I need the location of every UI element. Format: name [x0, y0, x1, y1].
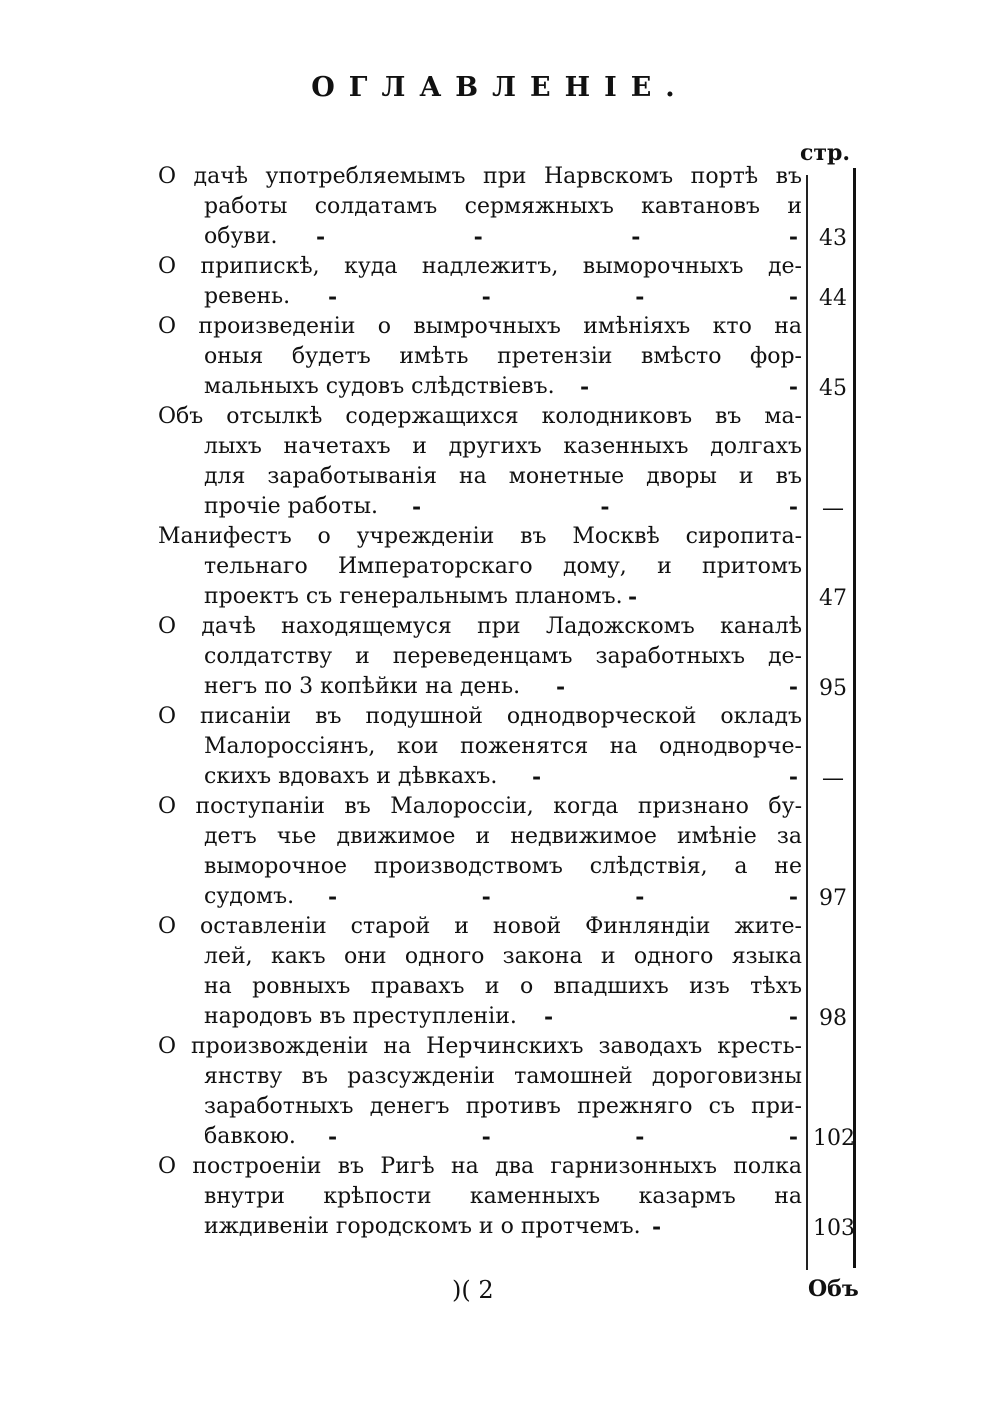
dot-leaders: [556, 672, 798, 702]
leader-dash: -: [788, 674, 798, 700]
toc-entry: [158, 312, 858, 402]
leader-dash: -: [580, 374, 590, 400]
toc-entry-line: работы солдатамъ сермяжныхъ кавтановъ и: [204, 194, 802, 219]
toc-entry: [158, 1152, 858, 1242]
dot-leaders: [328, 1122, 798, 1152]
toc-entry-line: лыхъ начетахъ и другихъ казенныхъ долгахъ: [204, 434, 802, 459]
leader-dash: -: [788, 884, 798, 910]
leader-dash: -: [788, 284, 798, 310]
toc-entry-line: скихъ вдовахъ и дѣвкахъ.: [204, 764, 498, 789]
dot-leaders: [412, 492, 798, 522]
toc-entry: [158, 1032, 858, 1152]
dot-leaders: [316, 222, 798, 252]
toc-entry-line: оныя будетъ имѣть претензіи вмѣсто фор-: [204, 344, 802, 369]
page-number: 95: [819, 676, 847, 701]
toc-entry-line: Малороссіянъ, кои поженятся на однодворче-: [204, 734, 802, 759]
page-number: 102: [813, 1126, 855, 1151]
leader-dash: -: [532, 764, 542, 790]
leader-dash: -: [635, 884, 645, 910]
toc-entry-line: иждивеніи городскомъ и о протчемъ.: [204, 1214, 641, 1239]
toc-entry-line: О поступаніи въ Малороссіи, когда признано бу-: [158, 794, 802, 819]
leader-dash: -: [788, 494, 798, 520]
toc-entry: [158, 702, 858, 792]
toc-entry-line: народовъ въ преступленіи.: [204, 1004, 517, 1029]
toc-entry-line: обуви.: [204, 224, 278, 249]
toc-entry-line: выморочное производствомъ слѣдствія, а не: [204, 854, 802, 879]
page-number: 43: [819, 226, 847, 251]
toc-entry-line: бавкою.: [204, 1124, 296, 1149]
toc-entry-line: прочіе работы.: [204, 494, 378, 519]
leader-dash: -: [328, 1124, 338, 1150]
page-number: 47: [819, 586, 847, 611]
leader-dash: -: [473, 224, 483, 250]
toc-entry: [158, 912, 858, 1032]
catchword: Объ: [808, 1276, 859, 1302]
table-of-contents: [158, 162, 858, 1242]
toc-entry-line: О оставленіи старой и новой Финляндіи жите-: [158, 914, 802, 939]
dot-leaders: [544, 1002, 798, 1032]
toc-entry-line: негъ по 3 копѣйки на день.: [204, 674, 521, 699]
toc-entry-line: О произведеніи о вымрочныхъ имѣніяхъ кто на: [158, 314, 802, 339]
leader-dash: -: [788, 1124, 798, 1150]
leader-dash: -: [628, 584, 638, 610]
toc-entry-line: на ровныхъ правахъ и о впадшихъ изъ тѣхъ: [204, 974, 802, 999]
leader-dash: -: [788, 764, 798, 790]
leader-dash: -: [635, 1124, 645, 1150]
toc-entry-line: янству въ разсужденіи тамошней дороговизны: [204, 1064, 802, 1089]
leader-dash: -: [556, 674, 566, 700]
leader-dash: -: [631, 224, 641, 250]
page-number: 44: [819, 286, 847, 311]
signature-mark: )( 2: [452, 1276, 494, 1304]
toc-entry-line: лей, какъ они одного закона и одного языка: [204, 944, 802, 969]
toc-entry-line: О построеніи въ Ригѣ на два гарнизонныхъ полка: [158, 1154, 802, 1179]
leader-dash: -: [481, 884, 491, 910]
page-title: ОГЛАВЛЕНІЕ.: [311, 72, 689, 103]
page-number: 45: [819, 376, 847, 401]
dot-leaders: [652, 1212, 798, 1242]
leader-dash: -: [481, 1124, 491, 1150]
toc-entry: [158, 162, 858, 252]
toc-entry-line: О припискѣ, куда надлежитъ, выморочныхъ де-: [158, 254, 802, 279]
toc-entry-line: внутри крѣпости каменныхъ казармъ на: [204, 1184, 802, 1209]
page-column-label: стр.: [800, 140, 851, 166]
toc-entry-line: детъ чье движимое и недвижимое имѣніе за: [204, 824, 802, 849]
leader-dash: -: [412, 494, 422, 520]
leader-dash: -: [788, 374, 798, 400]
toc-entry-line: О произвожденіи на Нерчинскихъ заводахъ кресть-: [158, 1034, 802, 1059]
toc-entry-line: О дачѣ находящемуся при Ладожскомъ каналѣ: [158, 614, 802, 639]
leader-dash: -: [652, 1214, 662, 1240]
leader-dash: -: [328, 884, 338, 910]
toc-entry: [158, 402, 858, 522]
leader-dash: -: [600, 494, 610, 520]
dot-leaders: [532, 762, 798, 792]
toc-entry-line: тельнаго Императорскаго дому, и притомъ: [204, 554, 802, 579]
toc-entry: [158, 522, 858, 612]
dot-leaders: [580, 372, 798, 402]
toc-entry-line: О дачѣ употребляемымъ при Нарвскомъ портѣ въ: [158, 164, 802, 189]
leader-dash: -: [544, 1004, 554, 1030]
toc-entry: [158, 612, 858, 702]
toc-entry-line: Манифестъ о учрежденіи въ Москвѣ сиропита-: [158, 524, 802, 549]
page-number: 97: [819, 886, 847, 911]
page-number: —: [822, 766, 844, 791]
page-number: 103: [813, 1216, 855, 1241]
leader-dash: -: [481, 284, 491, 310]
toc-entry: [158, 792, 858, 912]
leader-dash: -: [316, 224, 326, 250]
dot-leaders: [628, 582, 798, 612]
leader-dash: -: [788, 224, 798, 250]
toc-entry-line: для заработыванія на монетные дворы и въ: [204, 464, 802, 489]
leader-dash: -: [635, 284, 645, 310]
toc-entry-line: мальныхъ судовъ слѣдствіевъ.: [204, 374, 555, 399]
page-number: 98: [819, 1006, 847, 1031]
page-number: —: [822, 496, 844, 521]
toc-entry-line: Объ отсылкѣ содержащихся колодниковъ въ ма-: [158, 404, 802, 429]
toc-entry-line: О писаніи въ подушной однодворческой окладъ: [158, 704, 802, 729]
toc-entry-line: проектъ съ генеральнымъ планомъ.: [204, 584, 623, 609]
dot-leaders: [328, 882, 798, 912]
dot-leaders: [328, 282, 798, 312]
toc-entry-line: заработныхъ денегъ противъ прежняго съ при-: [204, 1094, 802, 1119]
toc-entry-line: солдатству и переведенцамъ заработныхъ де-: [204, 644, 802, 669]
leader-dash: -: [328, 284, 338, 310]
toc-entry-line: судомъ.: [204, 884, 295, 909]
toc-entry: [158, 252, 858, 312]
leader-dash: -: [788, 1004, 798, 1030]
toc-entry-line: ревень.: [204, 284, 291, 309]
